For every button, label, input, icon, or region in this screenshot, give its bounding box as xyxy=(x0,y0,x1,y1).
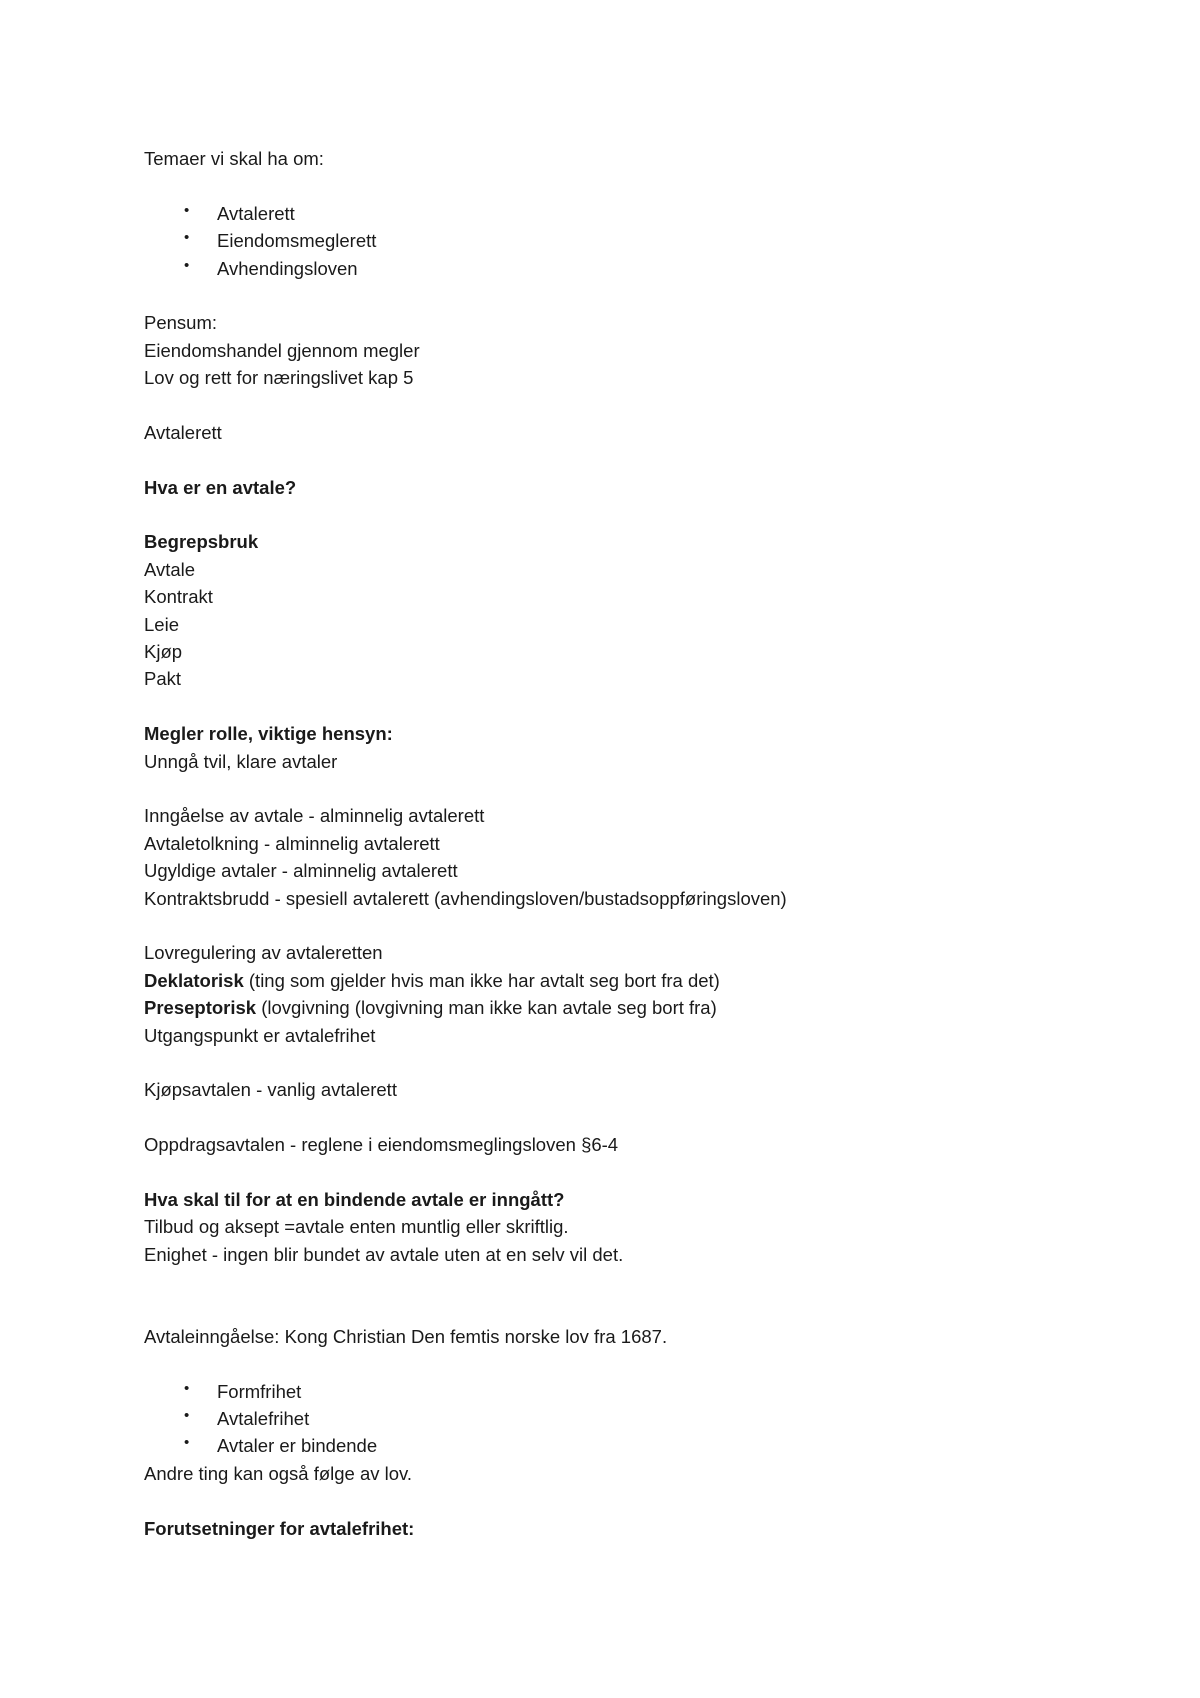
bullet-icon: • xyxy=(184,229,190,247)
principles-list xyxy=(144,1378,1104,1460)
pensum-item: Eiendomshandel gjennom megler xyxy=(144,339,420,361)
broker-heading: Megler rolle, viktige hensyn: xyxy=(144,723,393,745)
pensum-label: Pensum: xyxy=(144,312,218,334)
document-body xyxy=(144,145,1104,1542)
list-item xyxy=(144,227,1104,254)
assignment-agreement: Oppdragsavtalen - reglene i eiendomsmeglingsloven §6-4 xyxy=(144,1134,619,1156)
purchase-agreement: Kjøpsavtalen - vanlig avtalerett xyxy=(144,1079,397,1101)
bullet-icon: • xyxy=(184,201,190,219)
regulation-title: Lovregulering av avtaleretten xyxy=(144,942,383,964)
topics-list xyxy=(144,200,1104,282)
list-item xyxy=(144,1405,1104,1432)
term-item: Pakt xyxy=(144,668,182,690)
deklatorisk-line xyxy=(144,967,1104,994)
other-law: Andre ting kan også følge av lov. xyxy=(144,1462,413,1484)
deklatorisk-label: Deklatorisk xyxy=(144,969,244,991)
bullet-icon: • xyxy=(184,256,190,274)
principle-label: Formfrihet xyxy=(217,1380,302,1402)
deklatorisk-text: (ting som gjelder hvis man ikke har avtalt seg bort fra det) xyxy=(243,969,720,991)
principle-label: Avtaler er bindende xyxy=(217,1435,378,1457)
preseptorisk-label: Preseptorisk xyxy=(144,997,257,1019)
term-item: Leie xyxy=(144,613,179,635)
pensum-item: Lov og rett for næringslivet kap 5 xyxy=(144,367,414,389)
intro-heading: Temaer vi skal ha om: xyxy=(144,148,324,169)
preconditions-heading: Forutsetninger for avtalefrihet: xyxy=(144,1517,415,1539)
term-item: Kjøp xyxy=(144,641,183,663)
history-line: Avtaleinngåelse: Kong Christian Den femtis norske lov fra 1687. xyxy=(144,1325,668,1347)
offer-acceptance: Tilbud og aksept =avtale enten muntlig eller skriftlig. xyxy=(144,1216,569,1238)
law-area-item: Ugyldige avtaler - alminnelig avtalerett xyxy=(144,860,458,882)
list-item xyxy=(144,1378,1104,1405)
starting-point: Utgangspunkt er avtalefrihet xyxy=(144,1024,376,1046)
principle-label: Avtalefrihet xyxy=(217,1407,310,1429)
terms-heading: Begrepsbruk xyxy=(144,531,259,553)
broker-text: Unngå tvil, klare avtaler xyxy=(144,750,338,772)
topic-label: Avtalerett xyxy=(217,202,295,224)
bullet-icon: • xyxy=(184,1379,190,1397)
preseptorisk-text: (lovgivning (lovgivning man ikke kan avtale seg bort fra) xyxy=(256,997,717,1019)
section-title: Avtalerett xyxy=(144,421,222,443)
list-item xyxy=(144,255,1104,282)
bullet-icon: • xyxy=(184,1406,190,1424)
law-area-item: Inngåelse av avtale - alminnelig avtalerett xyxy=(144,805,485,827)
question-heading: Hva er en avtale? xyxy=(144,476,297,498)
list-item xyxy=(144,1432,1104,1459)
law-area-item: Kontraktsbrudd - spesiell avtalerett (avhendingsloven/bustadsoppføringsloven) xyxy=(144,887,787,909)
bullet-icon: • xyxy=(184,1434,190,1452)
consensus: Enighet - ingen blir bundet av avtale uten at en selv vil det. xyxy=(144,1243,624,1265)
preseptorisk-line xyxy=(144,994,1104,1021)
topic-label: Eiendomsmeglerett xyxy=(217,230,377,252)
term-item: Avtale xyxy=(144,558,196,580)
topic-label: Avhendingsloven xyxy=(217,257,358,279)
term-item: Kontrakt xyxy=(144,586,213,608)
list-item xyxy=(144,200,1104,227)
law-area-item: Avtaletolkning - alminnelig avtalerett xyxy=(144,832,440,854)
binding-question: Hva skal til for at en bindende avtale er inngått? xyxy=(144,1188,565,1210)
